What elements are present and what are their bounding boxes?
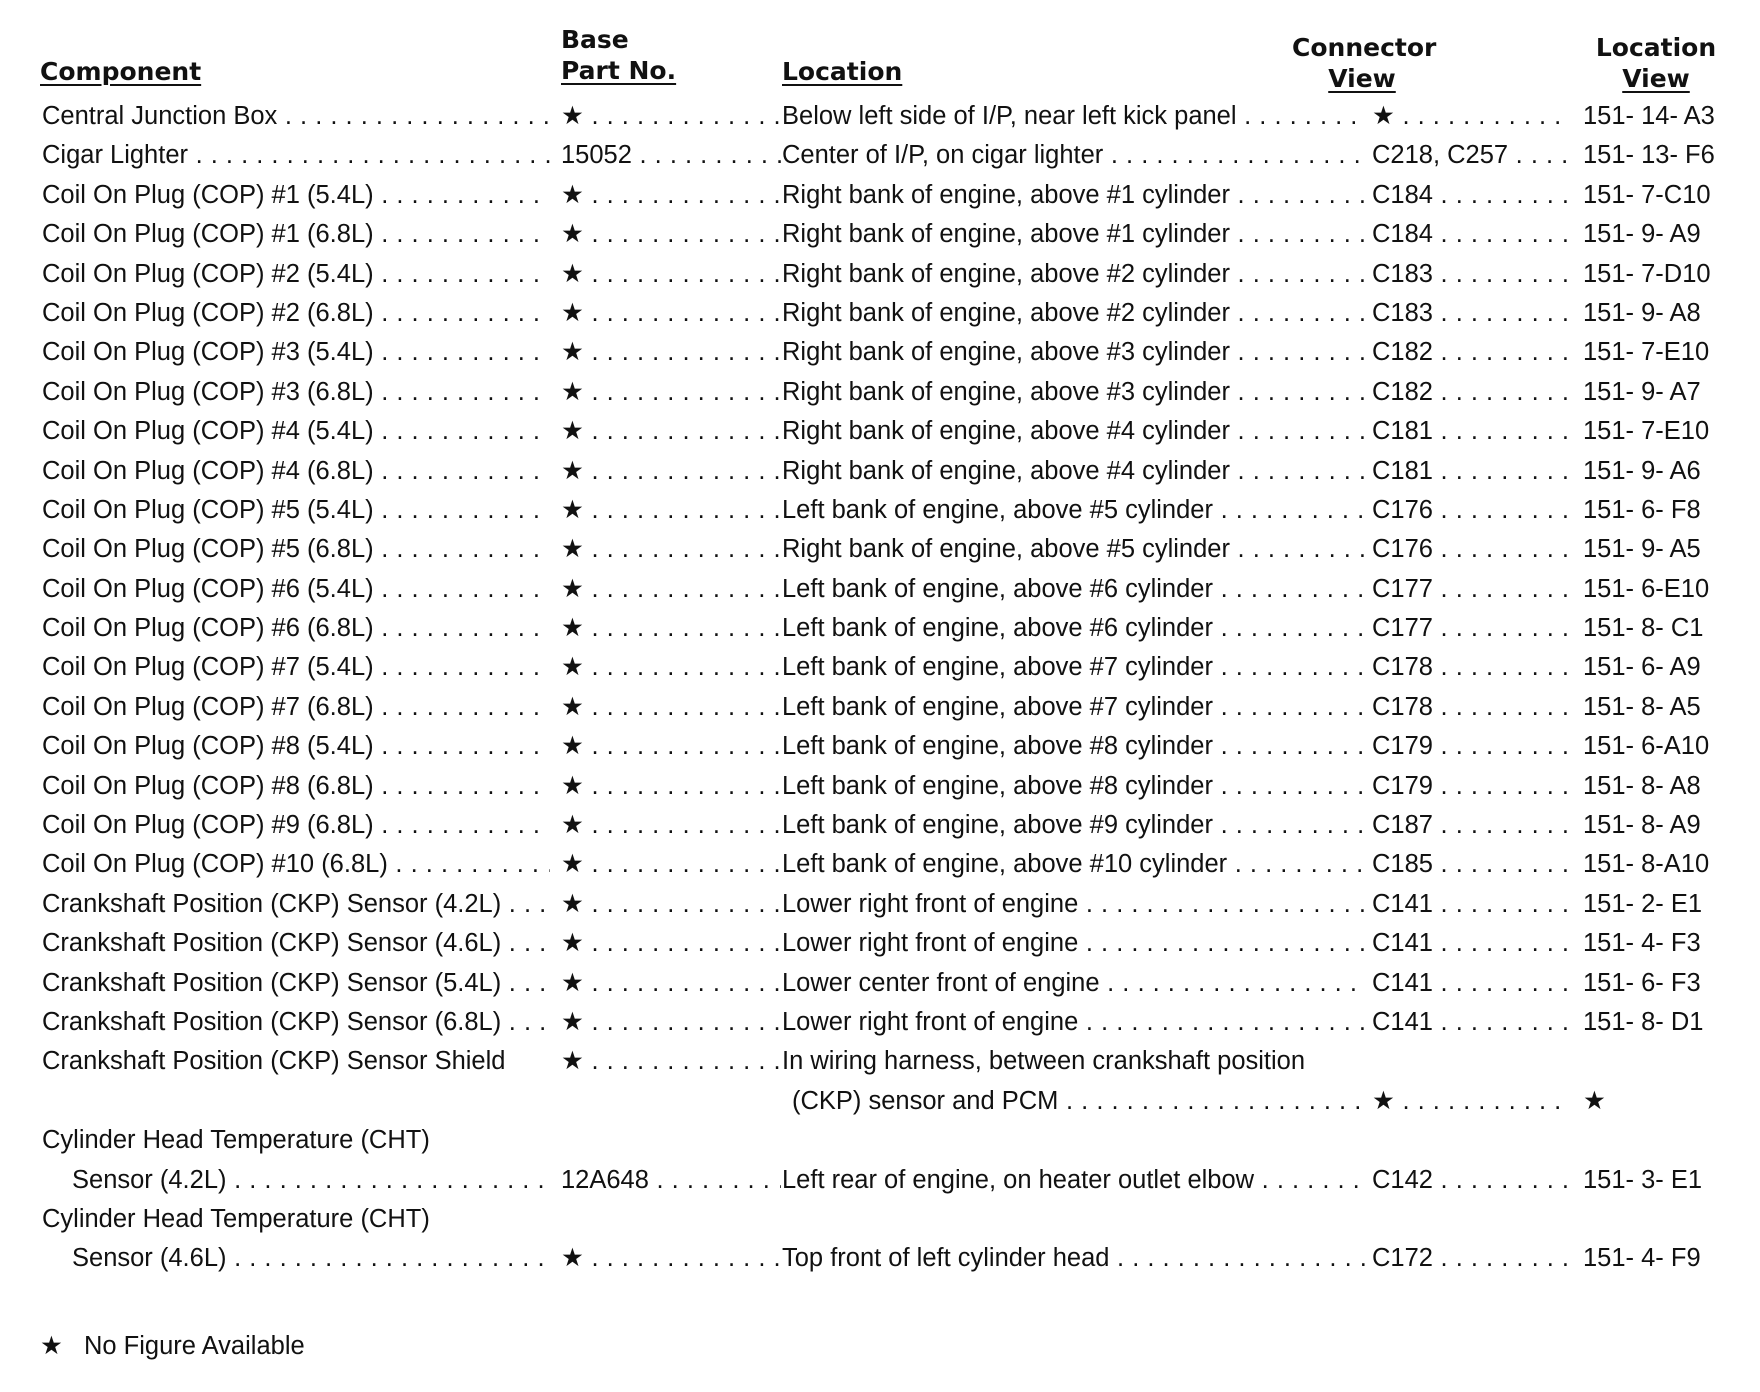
location-cell: Right bank of engine, above #5 cylinder . . . [782, 530, 1367, 569]
header-connector-view [1292, 32, 1437, 94]
connector-view-cell: C178 . . . [1372, 648, 1570, 687]
location-cell: Left bank of engine, above #9 cylinder . . . [782, 806, 1367, 845]
connector-view-cell: ★ . . . [1372, 97, 1570, 136]
connector-view-cell: C179 . . . [1372, 767, 1570, 806]
component-cell: Coil On Plug (COP) #6 (5.4L) . . . [42, 570, 550, 609]
header-location: Location [782, 57, 903, 86]
component-cell-continued: Sensor (4.6L) . . . [72, 1239, 550, 1278]
base-part-cell: ★ . . . [561, 530, 781, 569]
location-view-cell: 151- 8- A9 [1583, 811, 1701, 840]
table-row [0, 491, 1760, 530]
component-cell: Coil On Plug (COP) #3 (5.4L) . . . [42, 333, 550, 372]
table-row [0, 255, 1760, 294]
component-cell: Crankshaft Position (CKP) Sensor (6.8L) . . . [42, 1003, 550, 1042]
table-row-cht-continued [0, 1239, 1760, 1278]
connector-view-cell: C172 . . . [1372, 1239, 1570, 1278]
component-cell: Coil On Plug (COP) #9 (6.8L) . . . [42, 806, 550, 845]
table-row [0, 215, 1760, 254]
table-row [0, 570, 1760, 609]
location-view-cell: 151- 4- F9 [1583, 1244, 1701, 1273]
table-row [0, 688, 1760, 727]
location-view-cell: 151- 8- A8 [1583, 771, 1701, 800]
base-part-cell: ★ . . . [561, 924, 781, 963]
connector-view-cell: C142 . . . [1372, 1161, 1570, 1200]
table-row [0, 885, 1760, 924]
location-cell: Below left side of I/P, near left kick panel . . . [782, 97, 1367, 136]
location-cell: Top front of left cylinder head . . . [782, 1239, 1367, 1278]
location-view-cell: 151- 7-E10 [1583, 338, 1710, 367]
base-part-cell: ★ . . . [561, 767, 781, 806]
header-location-view [1591, 32, 1721, 94]
component-cell-continued: Sensor (4.2L) . . . [72, 1161, 550, 1200]
base-part-cell: ★ . . . [561, 964, 781, 1003]
table-row [0, 648, 1760, 687]
location-view-cell: 151- 7-E10 [1583, 417, 1710, 446]
star-icon: ★ [40, 1332, 63, 1360]
location-cell: Lower right front of engine . . . [782, 1003, 1367, 1042]
component-cell: Crankshaft Position (CKP) Sensor (4.6L) . . . [42, 924, 550, 963]
connector-view-cell: C141 . . . [1372, 964, 1570, 1003]
table-row-shield-continued [0, 1082, 1760, 1121]
base-part-cell: ★ . . . [561, 215, 781, 254]
connector-view-cell: C141 . . . [1372, 924, 1570, 963]
location-view-cell: ★ [1583, 1086, 1606, 1115]
location-view-cell: 151- 6-E10 [1583, 574, 1710, 603]
location-cell: Center of I/P, on cigar lighter . . . [782, 136, 1367, 175]
component-cell: Coil On Plug (COP) #1 (6.8L) . . . [42, 215, 550, 254]
base-part-cell: ★ . . . [561, 412, 781, 451]
table-row [0, 1003, 1760, 1042]
location-cell: Right bank of engine, above #1 cylinder . . . [782, 215, 1367, 254]
location-view-cell: 151- 8- A5 [1583, 692, 1701, 721]
table-row [0, 373, 1760, 412]
base-part-cell: ★ . . . [561, 255, 781, 294]
location-cell: Lower right front of engine . . . [782, 924, 1367, 963]
location-cell: Left bank of engine, above #8 cylinder . . . [782, 727, 1367, 766]
table-row [0, 452, 1760, 491]
table-row-cht-continued [0, 1161, 1760, 1200]
table-row [0, 924, 1760, 963]
location-cell: Lower center front of engine . . . [782, 964, 1367, 1003]
location-view-cell: 151- 13- F6 [1583, 141, 1715, 170]
location-cell: Right bank of engine, above #2 cylinder . . . [782, 255, 1367, 294]
component-cell: Crankshaft Position (CKP) Sensor (4.2L) . . . [42, 885, 550, 924]
table-row [0, 845, 1760, 884]
base-part-cell: ★ . . . [561, 97, 781, 136]
component-cell: Coil On Plug (COP) #8 (6.8L) . . . [42, 767, 550, 806]
table-row-cht [0, 1200, 1760, 1239]
location-cell: Right bank of engine, above #2 cylinder . . . [782, 294, 1367, 333]
base-part-cell: ★ . . . [561, 806, 781, 845]
location-cell: Left bank of engine, above #6 cylinder . . . [782, 609, 1367, 648]
location-cell: Left bank of engine, above #5 cylinder . . . [782, 491, 1367, 530]
base-part-cell: ★ . . . [561, 333, 781, 372]
header-connector-line1: Connector [1292, 33, 1437, 62]
component-cell: Coil On Plug (COP) #1 (5.4L) . . . [42, 176, 550, 215]
component-cell: Crankshaft Position (CKP) Sensor (5.4L) . . . [42, 964, 550, 1003]
connector-view-cell: C181 . . . [1372, 412, 1570, 451]
table-row [0, 767, 1760, 806]
table-row-cht [0, 1121, 1760, 1160]
component-cell: Coil On Plug (COP) #10 (6.8L) . . . [42, 845, 550, 884]
table-row [0, 727, 1760, 766]
component-cell: Coil On Plug (COP) #3 (6.8L) . . . [42, 373, 550, 412]
table-row [0, 97, 1760, 136]
location-view-cell: 151- 6-A10 [1583, 732, 1710, 761]
connector-view-cell: C185 . . . [1372, 845, 1570, 884]
location-view-cell: 151- 14- A3 [1583, 102, 1715, 130]
location-view-cell: 151- 8-A10 [1583, 850, 1710, 879]
location-view-cell: 151- 7-C10 [1583, 180, 1711, 209]
table-row [0, 333, 1760, 372]
location-cell: Right bank of engine, above #1 cylinder . . . [782, 176, 1367, 215]
base-part-cell: ★ . . . [561, 845, 781, 884]
base-part-cell: ★ . . . [561, 648, 781, 687]
header-component: Component [40, 57, 202, 86]
connector-view-cell: C176 . . . [1372, 491, 1570, 530]
connector-view-cell: C187 . . . [1372, 806, 1570, 845]
connector-view-cell: ★ . . . [1372, 1082, 1570, 1121]
connector-view-cell: C181 . . . [1372, 452, 1570, 491]
location-cell: Left rear of engine, on heater outlet elbow . . . [782, 1161, 1367, 1200]
location-view-cell: 151- 8- C1 [1583, 614, 1704, 643]
connector-view-cell: C177 . . . [1372, 570, 1570, 609]
location-cell: Left bank of engine, above #7 cylinder . . . [782, 648, 1367, 687]
base-part-cell: ★ . . . [561, 570, 781, 609]
connector-view-cell: C182 . . . [1372, 373, 1570, 412]
connector-view-cell: C183 . . . [1372, 294, 1570, 333]
connector-view-cell: C179 . . . [1372, 727, 1570, 766]
table-row-shield [0, 1042, 1760, 1081]
component-cell: Central Junction Box . . . [42, 97, 550, 136]
location-cell: Left bank of engine, above #7 cylinder . . . [782, 688, 1367, 727]
base-part-cell: ★ . . . [561, 609, 781, 648]
component-cell: Coil On Plug (COP) #4 (6.8L) . . . [42, 452, 550, 491]
header-base-part-line1: Base [561, 25, 629, 54]
header-base-part-line2: Part No. [561, 56, 677, 85]
location-view-cell: 151- 6- F8 [1583, 495, 1701, 524]
location-view-cell: 151- 9- A9 [1583, 220, 1701, 249]
connector-view-cell: C218, C257 . . . [1372, 136, 1570, 175]
connector-view-cell: C141 . . . [1372, 1003, 1570, 1042]
component-rows [0, 97, 1760, 1279]
location-view-cell: 151- 9- A5 [1583, 535, 1701, 564]
location-view-cell: 151- 7-D10 [1583, 259, 1711, 288]
component-cell: Coil On Plug (COP) #5 (6.8L) . . . [42, 530, 550, 569]
location-view-cell: 151- 4- F3 [1583, 929, 1701, 958]
base-part-cell: ★ . . . [561, 727, 781, 766]
location-cell: Left bank of engine, above #8 cylinder . . . [782, 767, 1367, 806]
location-view-cell: 151- 9- A8 [1583, 298, 1701, 327]
location-cell-continued: (CKP) sensor and PCM . . . [792, 1082, 1367, 1121]
component-cell: Coil On Plug (COP) #7 (6.8L) . . . [42, 688, 550, 727]
location-view-cell: 151- 2- E1 [1583, 889, 1703, 918]
table-row [0, 806, 1760, 845]
base-part-cell: ★ . . . [561, 176, 781, 215]
connector-view-cell: C178 . . . [1372, 688, 1570, 727]
base-part-cell: ★ . . . [561, 452, 781, 491]
table-row [0, 294, 1760, 333]
base-part-cell: ★ . . . [561, 373, 781, 412]
header-location-view-line2: View [1622, 64, 1690, 93]
location-cell: Right bank of engine, above #3 cylinder . . . [782, 373, 1367, 412]
table-row [0, 964, 1760, 1003]
location-view-cell: 151- 6- F3 [1583, 968, 1701, 997]
connector-view-cell: C183 . . . [1372, 255, 1570, 294]
component-cell: Cylinder Head Temperature (CHT) [42, 1126, 430, 1155]
table-row [0, 609, 1760, 648]
base-part-cell: ★ . . . [561, 1239, 781, 1278]
location-cell: In wiring harness, between crankshaft position [782, 1047, 1306, 1076]
location-cell: Right bank of engine, above #3 cylinder . . . [782, 333, 1367, 372]
base-part-cell: ★ . . . [561, 491, 781, 530]
footnote [40, 1330, 305, 1362]
connector-view-cell: C184 . . . [1372, 215, 1570, 254]
base-part-cell: ★ . . . [561, 688, 781, 727]
connector-view-cell: C177 . . . [1372, 609, 1570, 648]
component-cell: Coil On Plug (COP) #4 (5.4L) . . . [42, 412, 550, 451]
component-cell: Coil On Plug (COP) #6 (6.8L) . . . [42, 609, 550, 648]
connector-view-cell: C182 . . . [1372, 333, 1570, 372]
connector-view-cell: C141 . . . [1372, 885, 1570, 924]
header-location-view-line1: Location [1595, 33, 1717, 62]
location-view-cell: 151- 9- A7 [1583, 377, 1701, 406]
component-cell: Coil On Plug (COP) #2 (6.8L) . . . [42, 294, 550, 333]
base-part-cell: 15052 . . . [561, 136, 781, 175]
component-cell: Cigar Lighter . . . [42, 136, 550, 175]
component-cell: Coil On Plug (COP) #2 (5.4L) . . . [42, 255, 550, 294]
footnote-text: No Figure Available [84, 1332, 305, 1360]
connector-view-cell: C176 . . . [1372, 530, 1570, 569]
location-view-cell: 151- 3- E1 [1583, 1165, 1703, 1194]
component-cell: Coil On Plug (COP) #5 (5.4L) . . . [42, 491, 550, 530]
header-base-part-no [561, 24, 676, 86]
header-connector-line2: View [1328, 64, 1396, 93]
base-part-cell: ★ . . . [561, 1042, 781, 1081]
component-cell: Crankshaft Position (CKP) Sensor Shield [42, 1047, 506, 1076]
location-cell: Left bank of engine, above #6 cylinder . . . [782, 570, 1367, 609]
location-view-cell: 151- 6- A9 [1583, 653, 1701, 682]
location-cell: Left bank of engine, above #10 cylinder . . . [782, 845, 1367, 884]
table-row [0, 412, 1760, 451]
base-part-cell: ★ . . . [561, 294, 781, 333]
connector-view-cell: C184 . . . [1372, 176, 1570, 215]
location-cell: Right bank of engine, above #4 cylinder . . . [782, 412, 1367, 451]
component-cell: Coil On Plug (COP) #8 (5.4L) . . . [42, 727, 550, 766]
table-row [0, 136, 1760, 175]
base-part-cell: ★ . . . [561, 1003, 781, 1042]
location-view-cell: 151- 8- D1 [1583, 1007, 1704, 1036]
table-row [0, 176, 1760, 215]
location-view-cell: 151- 9- A6 [1583, 456, 1701, 485]
table-row [0, 530, 1760, 569]
location-cell: Lower right front of engine . . . [782, 885, 1367, 924]
component-cell: Coil On Plug (COP) #7 (5.4L) . . . [42, 648, 550, 687]
location-cell: Right bank of engine, above #4 cylinder . . . [782, 452, 1367, 491]
base-part-cell: ★ . . . [561, 885, 781, 924]
base-part-cell: 12A648 . . . [561, 1161, 781, 1200]
component-cell: Cylinder Head Temperature (CHT) [42, 1204, 430, 1233]
